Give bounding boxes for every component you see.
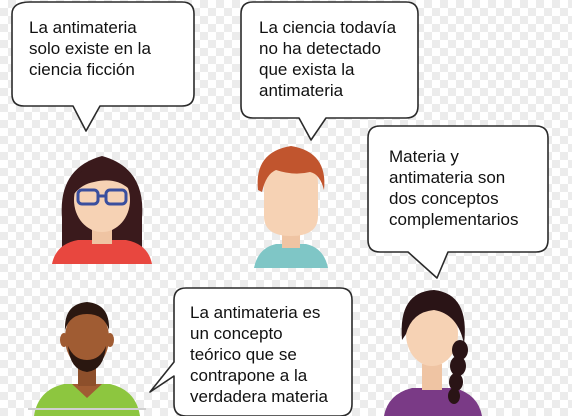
bubble-4-text: La antimateria es un concepto teórico que se contrapone a la verdadera materia — [190, 303, 328, 406]
bubble-1-text: La antimateria solo existe en la ciencia ficción — [29, 18, 151, 79]
woman-glasses-avatar — [44, 148, 160, 264]
man-red-hair-avatar — [246, 140, 336, 268]
bubble-2-text: La ciencia todavía no ha detectado que exista la antimateria — [259, 18, 397, 100]
man-beard-avatar — [28, 292, 146, 416]
woman-braid-avatar — [378, 284, 490, 416]
bubble-3-text: Materia y antimateria son dos conceptos complementarios — [389, 147, 519, 229]
